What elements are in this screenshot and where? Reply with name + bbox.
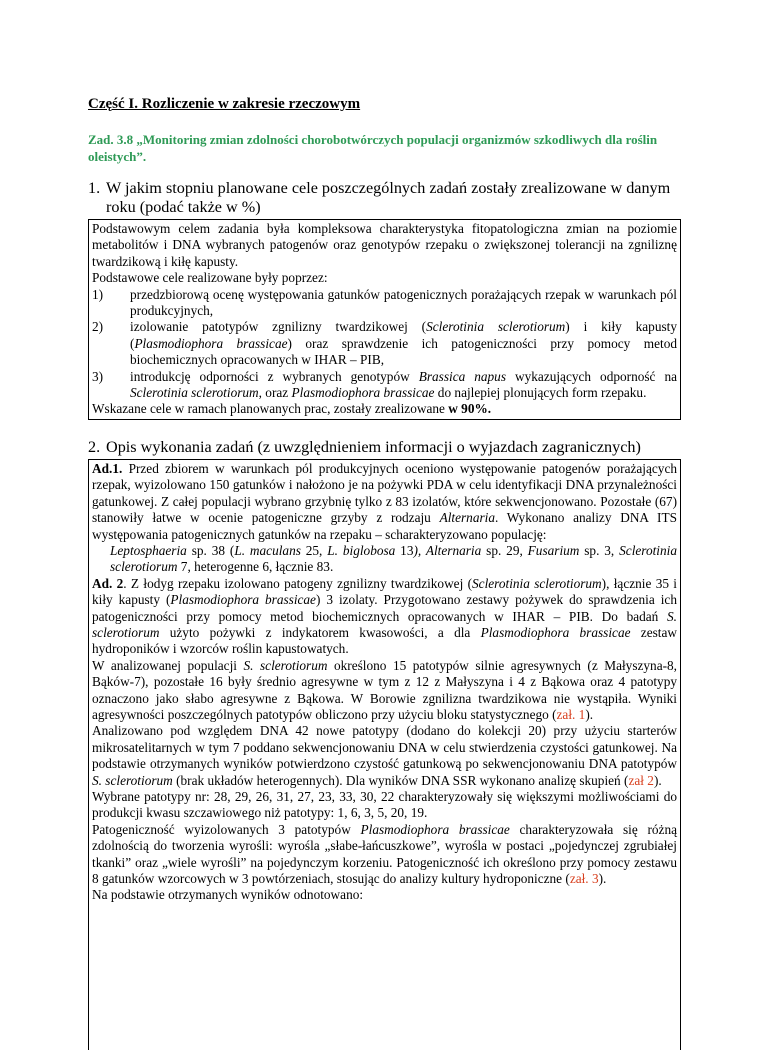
attachment-3-link[interactable]: zał. 3 <box>569 871 599 887</box>
part-title: Część I. Rozliczenie w zakresie rzeczowym <box>88 96 361 112</box>
attachment-1-link[interactable]: zał. 1 <box>556 706 586 722</box>
goal-paragraph: Podstawowym celem zadania była kompleksowa charakterystyka fitopatologiczna zmian na poziomie metabolitów i DNA wybranych patogenów oraz genotypów rzepaku o zwiększonej tolerancji na zgniliznę twardzikową i kiłę kapusty. <box>92 221 677 269</box>
goal-item-2-text: izolowanie patotypów zgnilizny twardzikowej (Sclerotinia sclerotiorum) i kiły kapusty (Plasmodiophora brassicae) oraz sprawdzenie ich patogeniczności przy pomocy metod biochemicznych opracowanych w IHAR – PIB, <box>130 319 677 368</box>
goal-item-1 <box>92 287 677 320</box>
pathotype-aggressiveness-paragraph: W analizowanej populacji S. sclerotiorum określono 15 patotypów silnie agresywnych (z Małyszyna-8, Bąków-7), pozostałe 16 były średnio agresywne w tym z 12 z Małyszyna i 4 z Bąkowa oraz 4 patotypy oznaczono jako słabo agresywne z Bąkowa. W Borowie zgnilizna twardzikowa nie wystąpiła. Wyniki agresywności poszczególnych patotypów obliczono przy użyciu bloku statystycznego (zał. 1). <box>92 657 678 722</box>
goal-item-3-number: 3) <box>92 368 104 384</box>
question-2-number: 2. <box>88 437 101 456</box>
results-lead: Na podstawie otrzymanych wyników odnotowano: <box>92 887 364 903</box>
ad2-label: Ad. 2 <box>92 575 124 591</box>
oxalic-acid-paragraph: Wybrane patotypy nr: 28, 29, 26, 31, 27, 23, 33, 30, 22 charakteryzowały się większymi możliwościami do produkcji kwasu szczawiowego niż patotypy: 1, 6, 3, 5, 20, 19. <box>92 789 677 821</box>
attachment-2-link[interactable]: zał 2 <box>628 772 654 788</box>
plasmodiophora-paragraph: Patogeniczność wyizolowanych 3 patotypów Plasmodiophora brassicae charakteryzowała się różną zdolnością do tworzenia wyrośli: wyrośla „słabe-łańcuszkowe”, wyrośla w postaci „pojedynczej zgrubiałej tkanki” oraz „wiele wyrośli” na pojedynczym korzeniu. Patogeniczność ich określono przy pomocy zestawu 8 gatunków wzorcowych w 3 powtórzeniach, stosując do analizy kultury hydroponiczne (zał. 3). <box>92 821 677 887</box>
goal-item-1-number: 1) <box>92 286 104 302</box>
answer-box-2 <box>88 459 681 1050</box>
question-1-text: W jakim stopniu planowane cele poszczególnych zadań zostały zrealizowane w danym roku (podać także w %) <box>106 179 671 216</box>
question-1-number: 1. <box>88 179 101 197</box>
document-page <box>88 84 681 1050</box>
question-1-heading <box>88 179 681 217</box>
goal-item-2 <box>92 319 677 368</box>
goal-item-1-text: przedzbiorową ocenę występowania gatunków patogenicznych porażających rzepak w warunkach pól produkcyjnych, <box>130 286 677 319</box>
question-2-heading <box>88 438 681 457</box>
goal-item-3-text: introdukcję odporności z wybranych genotypów Brassica napus wykazujących odporność na Sclerotinia sclerotiorum, oraz Plasmodiophora brassicae do najlepiej plonujących form rzepaku. <box>130 368 677 401</box>
completion-percent: w 90%. <box>448 401 492 417</box>
ad2-paragraph: Ad. 2. Z łodyg rzepaku izolowano patogeny zgnilizny twardzikowej (Sclerotinia sclerotiorum), łącznie 35 i kiły kapusty (Plasmodiophora brassicae) 3 izolaty. Przygotowano zestawy pożywek do sprawdzenia ich patogeniczności przy pomocy metod biochemicznych opracowanych w IHAR – PIB. Do badań S. sclerotiorum użyto pożywki z indykatorem kwasowości, a dla Plasmodiophora brassicae zestaw hydroponików i wzorców roślin kapustowatych. <box>92 575 677 657</box>
goals-lead: Podstawowe cele realizowane były poprzez: <box>92 270 328 286</box>
dna-analysis-paragraph: Analizowano pod względem DNA 42 nowe patotypy (dodano do kolekcji 20) przy użyciu starterów mikrosatelitarnych w tym 7 poddano sekwencjonowaniu DNA w celu stwierdzenia czystości gatunkowej. Na podstawie otrzymanych wyników potwierdzono czystość gatunkową po sekwencjonowaniu DNA patotypów S. sclerotiorum (brak układów heterogennych). Dla wyników DNA SSR wykonano analizę skupień (zał 2). <box>92 723 677 788</box>
answer-box-1 <box>88 219 681 420</box>
question-2-text: Opis wykonania zadań (z uwzględnieniem informacji o wyjazdach zagranicznych) <box>106 437 641 456</box>
goal-item-3 <box>92 369 677 402</box>
ad1-label: Ad.1. <box>92 460 123 476</box>
goals-summary: Wskazane cele w ramach planowanych prac, zostały zrealizowane w 90%. <box>92 401 492 417</box>
ad1-paragraph: Ad.1. Przed zbiorem w warunkach pól produkcyjnych oceniono występowanie patogenów porażających rzepak, wyizolowano 150 gatunków i nałożono je na pożywki PDA w celu identyfikacji DNA przynależności gatunkowej. Z całej populacji wybrano grzybnię tylko z 83 izolatów, które sekwencjonowano. Pozostałe (67) stanowiły łatwe w ocenie patogeniczne grzyby z rodzaju Alternaria. Wykonano analizy DNA ITS występowania patogenicznych gatunków na rzepaku – scharakteryzowano populację: <box>92 460 677 542</box>
task-title: Zad. 3.8 „Monitoring zmian zdolności chorobotwórczych populacji organizmów szkodliwych dla roślin oleistych”. <box>88 132 658 164</box>
species-list: Leptosphaeria sp. 38 (L. maculans 25, L. biglobosa 13), Alternaria sp. 29, Fusarium sp. 3, Sclerotinia sclerotiorum 7, heterogenne 6, łącznie 83. <box>110 542 677 575</box>
goal-item-2-number: 2) <box>92 319 104 335</box>
